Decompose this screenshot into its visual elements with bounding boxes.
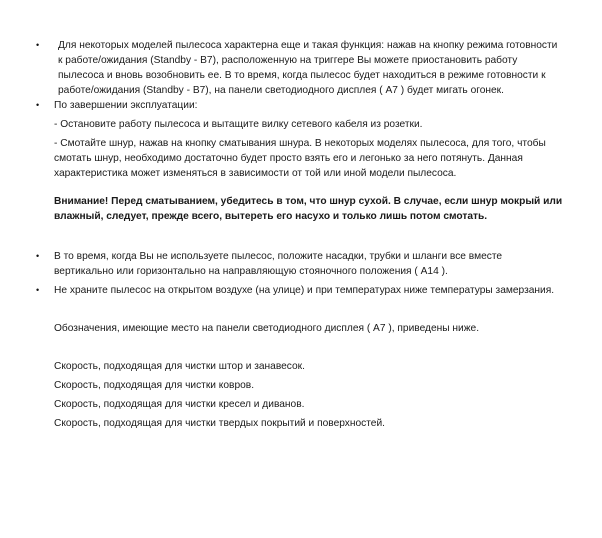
p2-item-2-line-3: характеристика может изменяться в зависимости от той или иной модели пылесоса.	[54, 168, 457, 179]
warning-line-1: Внимание! Перед сматыванием, убедитесь в том, что шнур сухой. В случае, если шнур мокрый или	[54, 196, 563, 207]
p1-line-3: пылесоса и вновь возобновить ее. В то время, когда пылесос будет находиться в режиме готовности к	[58, 70, 546, 81]
bullet-2: •	[36, 100, 40, 110]
legend-intro: Обозначения, имеющие место на панели светодиодного дисплея ( А7 ), приведены ниже.	[54, 323, 480, 334]
p1-line-4: работе/ожидания (Standby - B7), на панели светодиодного дисплея ( А7 ) будет мигать огонек.	[58, 85, 504, 96]
legend-speed-2: Скорость, подходящая для чистки ковров.	[54, 380, 255, 391]
p1-line-1: Для некоторых моделей пылесоса характерна еще и такая функция: нажав на кнопку режима готовности	[58, 40, 558, 51]
bullet-3: •	[36, 251, 40, 261]
p2-title: По завершении эксплуатации:	[54, 100, 198, 111]
p2-item-2-line-2: смотать шнур, необходимо достаточно будет просто взять его и легонько за него потянуть. Данная	[54, 153, 523, 164]
p1-line-2: к работе/ожидания (Standby - B7), расположенную на триггере Вы можете приостановить работу	[58, 55, 518, 66]
legend-speed-4: Скорость, подходящая для чистки твердых покрытий и поверхностей.	[54, 418, 385, 429]
p3-line-1: В то время, когда Вы не используете пылесос, положите насадки, трубки и шланги все вместе	[54, 251, 503, 262]
legend-speed-1: Скорость, подходящая для чистки штор и занавесок.	[54, 361, 305, 372]
p2-item-2-line-1: - Смотайте шнур, нажав на кнопку сматывания шнура. В некоторых моделях пылесоса, для того, чтобы	[54, 138, 546, 149]
legend-speed-3: Скорость, подходящая для чистки кресел и диванов.	[54, 399, 305, 410]
p4-line-1: Не храните пылесос на открытом воздухе (на улице) и при температурах ниже температуры замерзания.	[54, 285, 555, 296]
warning-line-2: влажный, следует, прежде всего, вытереть его насухо и только лишь потом смотать.	[54, 211, 488, 222]
p3-line-2: вертикально или горизонтально на направляющую стояночного положения ( А14 ).	[54, 266, 448, 277]
p2-item-1: - Остановите работу пылесоса и вытащите вилку сетевого кабеля из розетки.	[54, 119, 423, 130]
bullet-4: •	[36, 285, 40, 295]
bullet-1: •	[36, 40, 40, 50]
